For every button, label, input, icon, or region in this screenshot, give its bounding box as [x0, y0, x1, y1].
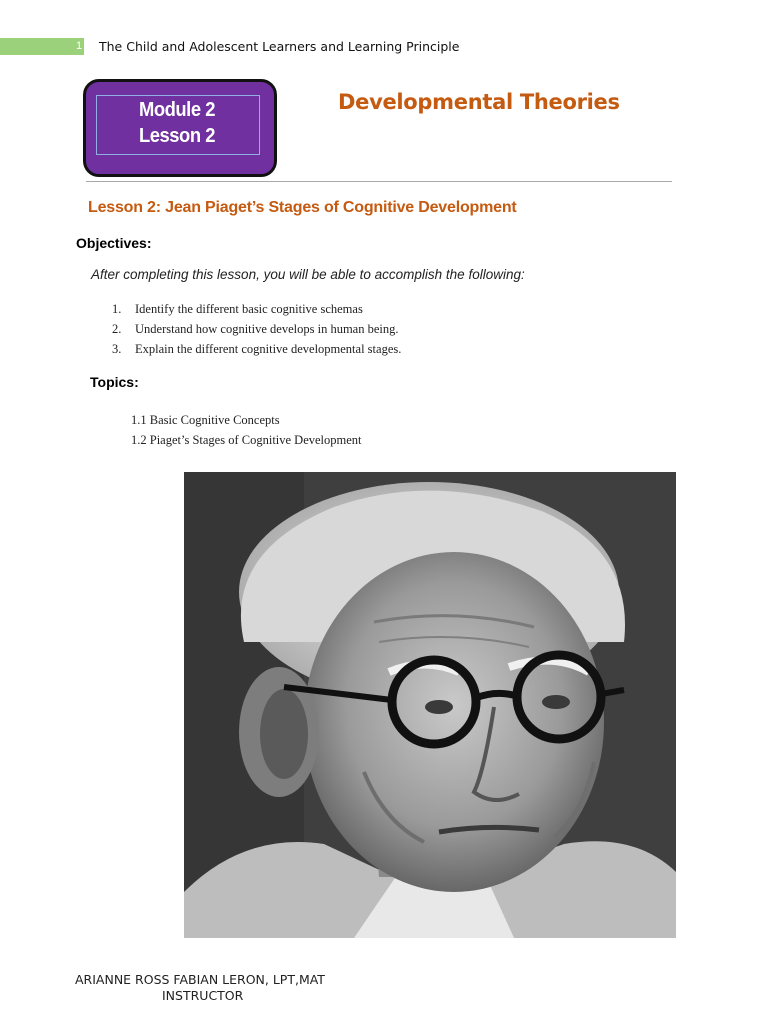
- objective-number: 3.: [112, 342, 122, 356]
- topic-item: 1.2 Piaget’s Stages of Cognitive Development: [131, 433, 362, 447]
- objectives-list: [112, 299, 401, 359]
- header-page-bar: [0, 38, 84, 55]
- page-title: Developmental Theories: [338, 90, 620, 114]
- topic-item: 1.1 Basic Cognitive Concepts: [131, 413, 280, 427]
- objectives-intro: After completing this lesson, you will be able to accomplish the following:: [91, 267, 525, 282]
- module-badge-text: [102, 97, 251, 149]
- portrait-illustration: [184, 472, 676, 938]
- objective-number: 2.: [112, 322, 122, 336]
- objective-item: [112, 319, 401, 339]
- objective-text: Understand how cognitive develops in human being.: [135, 322, 399, 336]
- objectives-label: Objectives:: [76, 235, 152, 251]
- footer-name: ARIANNE ROSS FABIAN LERON, LPT,MAT: [75, 972, 325, 987]
- topics-label: Topics:: [90, 374, 139, 390]
- portrait-photo: [184, 472, 676, 938]
- page-number: 1: [75, 40, 83, 52]
- objective-number: 1.: [112, 302, 122, 316]
- objective-item: [112, 299, 401, 319]
- lesson-heading: Lesson 2: Jean Piaget’s Stages of Cognitive Development: [88, 199, 517, 216]
- footer-author: [75, 972, 325, 1004]
- objective-text: Explain the different cognitive developmental stages.: [135, 342, 402, 356]
- objective-item: [112, 339, 401, 359]
- running-header-title: The Child and Adolescent Learners and Learning Principle: [99, 39, 460, 54]
- divider: [86, 181, 672, 182]
- badge-module-label: Module 2: [138, 99, 216, 121]
- footer-role: INSTRUCTOR: [162, 988, 244, 1003]
- objective-text: Identify the different basic cognitive schemas: [135, 302, 363, 316]
- badge-lesson-label: Lesson 2: [138, 125, 216, 147]
- topics-list: [131, 410, 362, 450]
